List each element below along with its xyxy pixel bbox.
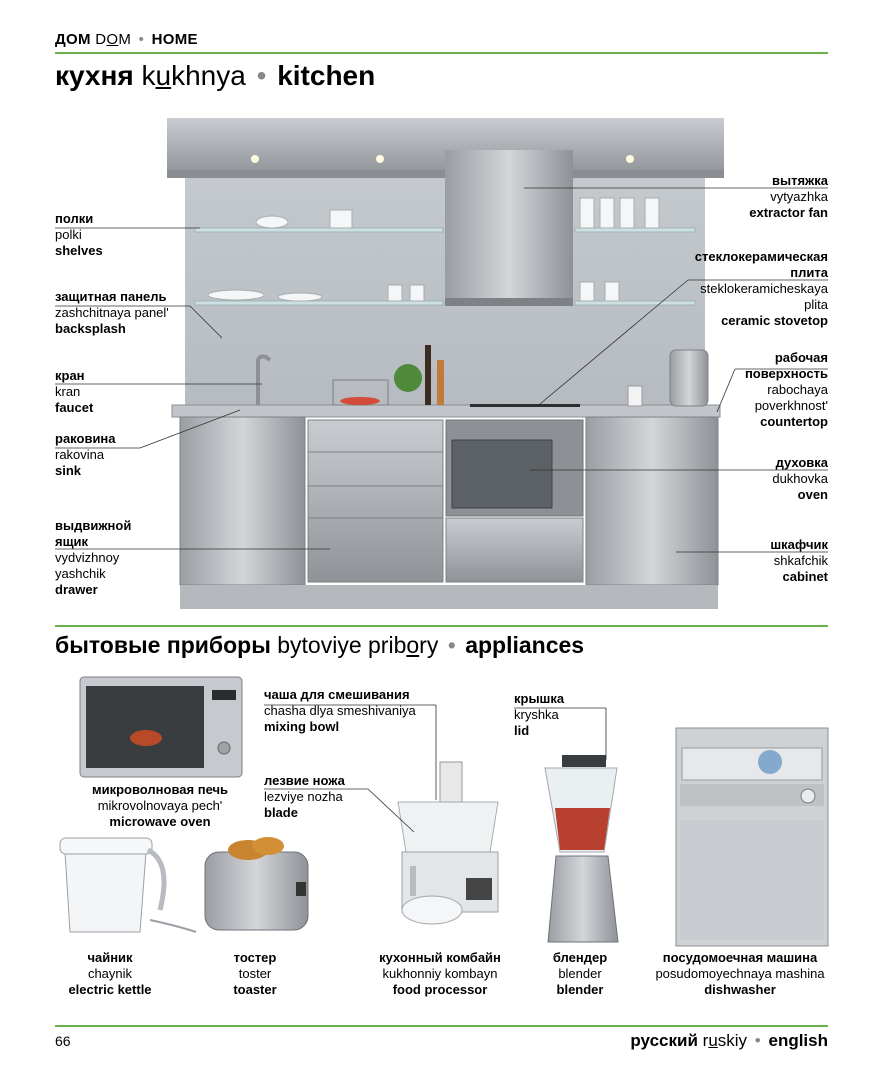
food-processor-illustration — [398, 762, 498, 924]
dishwasher-illustration — [676, 728, 828, 946]
label-blender: блендер blender blender — [552, 950, 608, 997]
footer-rule — [55, 1025, 828, 1027]
appliances-heading: бытовые приборы bytoviye pribory • appliances — [55, 632, 585, 658]
left-cabinet — [180, 417, 305, 585]
label-drawer: выдвижной ящик vydvizhnoy yashchik drawer — [55, 518, 132, 597]
stovetop-surface — [470, 404, 580, 407]
label-shelves: полки polki shelves — [55, 211, 103, 258]
page-number: 66 — [55, 1033, 71, 1049]
toaster-illustration — [205, 837, 308, 930]
label-lid: крышка kryshka lid — [514, 691, 565, 738]
breadcrumb-translit: DOM — [95, 31, 132, 48]
page-title: кухня kukhnya • kitchen — [55, 60, 376, 91]
kettle-illustration — [60, 838, 196, 932]
label-electric-kettle: чайник chaynik electric kettle — [68, 950, 152, 997]
label-mixing-bowl: чаша для смешивания chasha dlya smeshivaniya mixing bowl — [264, 687, 416, 734]
label-oven: духовка dukhovka oven — [772, 455, 828, 502]
title-translit: kukhnya — [141, 60, 246, 91]
label-faucet: кран kran faucet — [55, 368, 94, 415]
breadcrumb-ru: ДОМ — [55, 31, 91, 48]
upper-shelf-left — [195, 228, 443, 232]
title-ru: кухня — [55, 60, 134, 91]
label-sink: раковина rakovina sink — [55, 431, 116, 478]
extractor-hood — [445, 150, 573, 300]
footer-language: русский ruskiy • english — [630, 1031, 828, 1050]
kettle-shape — [670, 350, 708, 406]
label-extractor-fan: вытяжка vytyazhka extractor fan — [749, 173, 828, 220]
drawer-stack — [308, 420, 443, 582]
label-cabinet: шкафчик shkafchik cabinet — [770, 537, 828, 584]
lower-shelf-left — [195, 301, 443, 305]
microwave-illustration — [80, 677, 242, 777]
label-toaster: тостер toster toaster — [233, 950, 277, 997]
section-rule — [55, 625, 828, 627]
label-countertop: рабочая поверхность rabochaya poverkhnost' countertop — [744, 350, 828, 429]
countertop-surface — [172, 405, 720, 417]
label-blade: лезвие ножа lezviye nozha blade — [264, 773, 345, 820]
label-ceramic-stovetop: стеклокерамическая плита steklokeramicheskaya plita ceramic stovetop — [694, 249, 828, 328]
upper-shelf-right — [575, 228, 695, 232]
title-en: kitchen — [277, 60, 376, 91]
breadcrumb: ДОМ DOM • HOME — [55, 31, 198, 48]
label-microwave-oven: микроволновая печь mikrovolnovaya pech' microwave oven — [91, 782, 229, 829]
breadcrumb-en: HOME — [151, 31, 198, 48]
label-food-processor: кухонный комбайн kukhonniy kombayn food processor — [379, 950, 501, 997]
label-backsplash: защитная панель zashchitnaya panel' backsplash — [55, 289, 169, 336]
blender-illustration — [545, 755, 618, 942]
label-dishwasher: посудомоечная машина posudomoyechnaya mashina dishwasher — [655, 950, 825, 997]
right-cabinet — [586, 417, 718, 585]
lower-shelf-right — [575, 301, 695, 305]
